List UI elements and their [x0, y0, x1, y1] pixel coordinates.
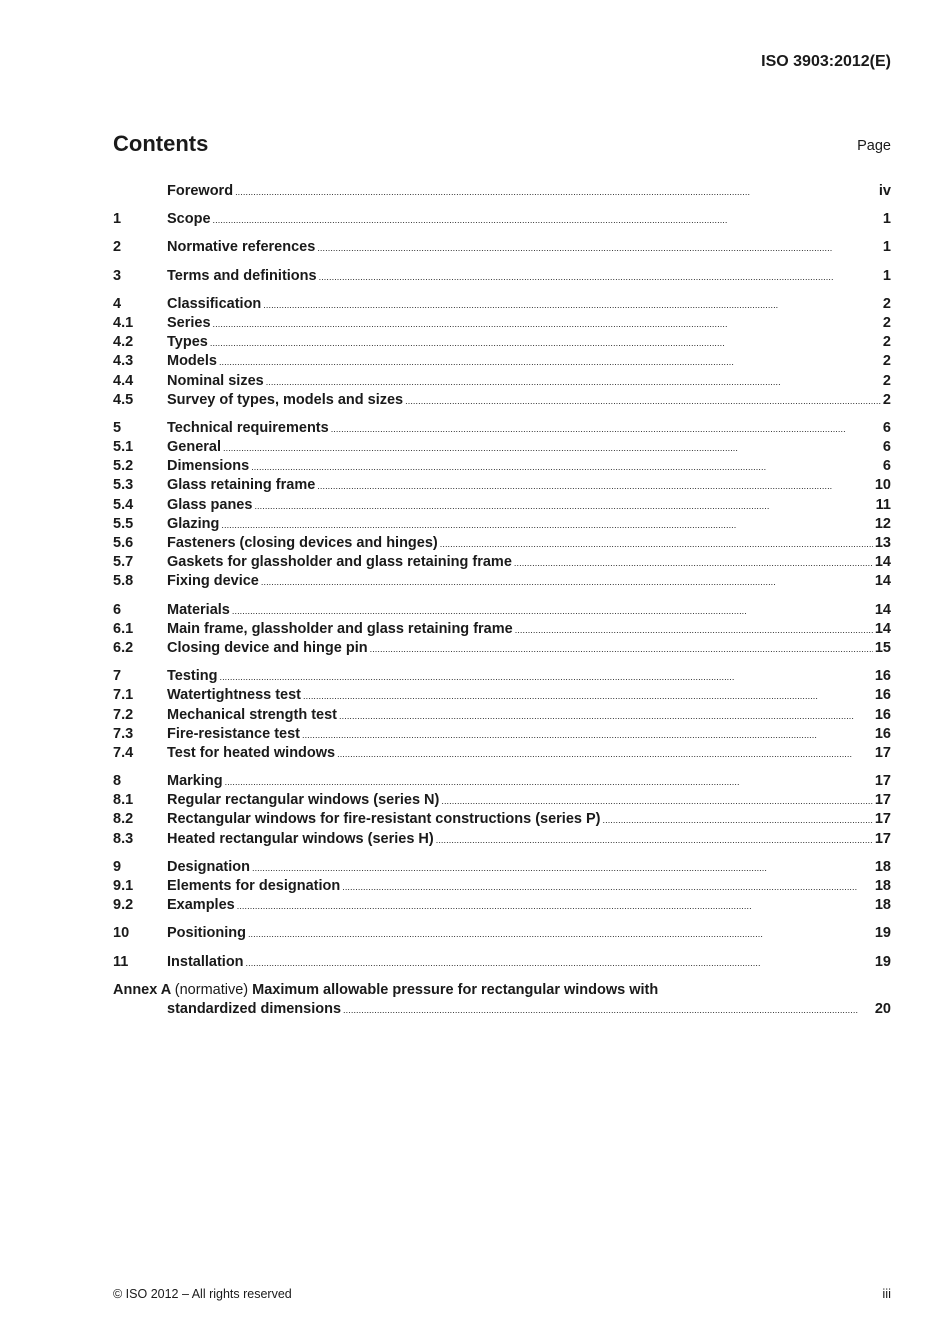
leader-dots — [339, 706, 873, 726]
toc-entry-number: 4 — [113, 295, 122, 312]
toc-group — [113, 419, 891, 592]
leader-dots — [436, 830, 873, 850]
toc-entry-page: 18 — [874, 878, 891, 894]
toc-entry[interactable] — [113, 725, 891, 744]
toc-entry-number: 10 — [113, 925, 130, 942]
toc-entry-number: 9.2 — [113, 897, 134, 914]
toc-entry-page: 17 — [874, 744, 891, 761]
toc-entry[interactable] — [113, 476, 891, 495]
toc-entry-page: 16 — [874, 706, 891, 723]
toc-entry[interactable] — [113, 534, 891, 553]
leader-dots — [317, 476, 873, 496]
toc-entry[interactable] — [113, 438, 891, 457]
toc-entry-page: 6 — [882, 439, 891, 456]
leader-dots — [266, 372, 881, 392]
toc-entry-page: 12 — [874, 515, 891, 532]
toc-entry[interactable] — [113, 791, 891, 810]
toc-entry-number: 4.4 — [113, 372, 134, 389]
toc-entry-number: 5.3 — [113, 477, 134, 494]
toc-entry-number: 11 — [113, 953, 129, 970]
leader-dots — [303, 686, 873, 706]
toc-entry[interactable] — [113, 810, 891, 829]
toc-entry-page: 11 — [875, 496, 891, 513]
toc-entry-title: Fire-resistance test — [167, 725, 300, 742]
toc-entry-title: Installation — [167, 953, 244, 970]
toc-group — [113, 858, 891, 916]
toc-entry[interactable] — [113, 924, 891, 943]
toc-entry-number: 3 — [113, 267, 122, 284]
toc-entry[interactable] — [113, 830, 891, 849]
toc-entry-title: Normative references — [167, 239, 316, 256]
document-id: ISO 3903:2012(E) — [761, 53, 891, 70]
annex-page-number: 20 — [874, 1000, 891, 1017]
annex-title-line1: Maximum allowable pressure for rectangular windows with — [252, 981, 659, 998]
toc-entry-title: Elements for designation — [167, 878, 341, 894]
toc-entry-number: 9 — [113, 858, 122, 875]
toc-entry-number: 7.2 — [113, 706, 134, 723]
leader-dots — [219, 352, 881, 372]
toc-entry-number: 8.3 — [113, 830, 134, 847]
toc-entry-title: Types — [167, 334, 208, 351]
toc-entry[interactable] — [113, 953, 891, 972]
toc-entry-number: 5.4 — [113, 496, 134, 513]
toc-entry[interactable] — [113, 515, 891, 534]
toc-entry-title: Designation — [167, 858, 250, 875]
toc-entry[interactable] — [113, 772, 891, 791]
toc-entry-title: Mechanical strength test — [167, 706, 338, 723]
toc-entry-number: 4.3 — [113, 353, 134, 370]
leader-dots — [254, 496, 873, 516]
toc-entry-page: 10 — [874, 477, 891, 494]
toc-entry-page: 2 — [882, 353, 891, 370]
toc-entry-title: Foreword — [167, 183, 234, 199]
toc-group — [113, 667, 891, 763]
toc-entry[interactable] — [113, 667, 891, 686]
toc-entry-number: 9.1 — [113, 878, 134, 894]
toc-entry-page: 14 — [874, 573, 891, 590]
toc-entry[interactable] — [113, 295, 891, 314]
leader-dots — [342, 877, 873, 897]
toc-entry-title: Glazing — [167, 515, 220, 532]
leader-dots — [210, 333, 881, 353]
toc-entry-number: 5.5 — [113, 515, 134, 532]
leader-dots — [440, 534, 873, 554]
toc-entry-number: 4.5 — [113, 391, 134, 408]
toc-entry-page: 17 — [874, 830, 891, 847]
toc-entry[interactable] — [113, 391, 891, 410]
toc-entry-number: 5.7 — [113, 554, 134, 571]
toc-entry-title: Watertightness test — [167, 687, 302, 704]
leader-dots — [441, 791, 873, 811]
toc-group — [113, 267, 891, 286]
leader-dots — [370, 639, 873, 659]
toc-entry-title: Heated rectangular windows (series H) — [167, 830, 434, 847]
toc-entry-page: 2 — [882, 334, 891, 351]
leader-dots — [515, 620, 873, 640]
annex-qualifier: (normative) — [174, 981, 249, 998]
toc-group — [113, 210, 891, 229]
toc-entry-page: iv — [878, 183, 891, 199]
toc-entry-page: 17 — [874, 773, 891, 790]
toc-entry-title: Models — [167, 353, 217, 370]
toc-entry-page: 1 — [882, 239, 891, 256]
toc-entry-page: 16 — [874, 668, 891, 685]
toc-entry[interactable] — [113, 553, 891, 572]
leader-dots — [225, 772, 873, 792]
toc-entry[interactable] — [113, 896, 891, 915]
toc-entry[interactable] — [113, 744, 891, 763]
toc-entry-page: 6 — [882, 419, 891, 436]
leader-dots — [343, 1000, 873, 1020]
toc-entry-page: 1 — [882, 211, 891, 228]
toc-entry[interactable] — [113, 238, 891, 257]
leader-dots — [603, 810, 873, 830]
footer-copyright: © ISO 2012 – All rights reserved — [113, 1287, 292, 1301]
toc-entry-page: 16 — [874, 687, 891, 704]
toc-entry-page: 17 — [874, 811, 891, 828]
annex-label: Annex A — [113, 981, 171, 998]
leader-dots — [213, 210, 881, 230]
leader-dots — [331, 419, 881, 439]
toc-entry-number: 2 — [113, 239, 122, 256]
toc-entry-title: Regular rectangular windows (series N) — [167, 792, 440, 809]
toc-entry-title: Positioning — [167, 925, 246, 942]
toc-entry-title: Closing device and hinge pin — [167, 639, 368, 656]
toc-entry[interactable] — [113, 267, 891, 286]
toc-entry-title: Fasteners (closing devices and hinges) — [167, 535, 438, 551]
toc-entry-page: 16 — [874, 725, 891, 742]
footer-page-number: iii — [882, 1286, 891, 1301]
toc-group — [113, 953, 891, 972]
toc-group — [113, 601, 891, 659]
toc-entry-page: 14 — [874, 601, 891, 618]
toc-entry-title: Terms and definitions — [167, 267, 317, 284]
toc-entry[interactable] — [113, 457, 891, 476]
toc-entry-page: 2 — [882, 391, 891, 408]
toc-entry-title: Survey of types, models and sizes — [167, 391, 404, 408]
toc-entry[interactable] — [113, 352, 891, 371]
leader-dots — [251, 457, 881, 477]
toc-entry[interactable] — [113, 620, 891, 639]
leader-dots — [261, 572, 873, 592]
leader-dots — [302, 725, 873, 745]
toc-entry-title: Series — [167, 314, 211, 331]
toc-entry[interactable] — [113, 601, 891, 620]
toc-entry-number: 4.2 — [113, 334, 134, 351]
toc-group — [113, 295, 891, 410]
toc-entry-page: 2 — [882, 314, 891, 331]
toc-entry[interactable] — [113, 877, 891, 896]
toc-entry-number: 8.2 — [113, 811, 134, 828]
page-column-label: Page — [857, 138, 891, 154]
toc-entry-page: 6 — [882, 458, 891, 475]
toc-entry-page: 15 — [874, 639, 891, 656]
toc-entry-page: 14 — [874, 554, 891, 571]
toc-entry-page: 2 — [882, 295, 891, 312]
toc-entry-number: 7.4 — [113, 744, 134, 761]
leader-dots — [237, 896, 873, 916]
leader-dots — [405, 391, 881, 411]
leader-dots — [221, 515, 872, 535]
toc-entry[interactable] — [113, 686, 891, 705]
toc-entry-title: Technical requirements — [167, 419, 329, 436]
leader-dots — [514, 553, 873, 573]
toc-entry-number: 7.1 — [113, 687, 134, 704]
toc-entry-number: 5 — [113, 419, 122, 436]
toc-entry-title: Gaskets for glassholder and glass retaining frame — [167, 554, 512, 571]
toc-entry[interactable] — [113, 706, 891, 725]
toc-entry-page: 19 — [874, 925, 891, 942]
toc-entry-page: 18 — [874, 897, 891, 914]
toc-entry-page: 13 — [874, 535, 891, 551]
toc-annex-entry[interactable] — [113, 981, 891, 1019]
leader-dots — [223, 438, 881, 458]
toc-entry-title: Glass panes — [167, 496, 253, 513]
leader-dots — [248, 924, 873, 944]
leader-dots — [246, 953, 873, 973]
toc-entry-page: 18 — [874, 858, 891, 875]
toc-entry-number: 8.1 — [113, 792, 134, 809]
page-title: Contents — [113, 131, 209, 156]
toc-entry-number: 6.2 — [113, 639, 134, 656]
table-of-contents — [113, 182, 891, 1019]
toc-group — [113, 772, 891, 849]
toc-entry[interactable] — [113, 496, 891, 515]
toc-entry-title: Glass retaining frame — [167, 477, 316, 494]
toc-entry-title: Examples — [167, 897, 235, 914]
toc-entry-number: 7.3 — [113, 725, 134, 742]
toc-entry-number: 1 — [113, 211, 122, 228]
toc-entry-number: 6.1 — [113, 620, 134, 637]
toc-entry[interactable] — [113, 419, 891, 438]
toc-entry-number: 5.1 — [113, 439, 134, 456]
toc-group — [113, 924, 891, 943]
leader-dots — [252, 858, 873, 878]
toc-entry-page: 14 — [874, 620, 891, 637]
toc-entry-title: Rectangular windows for fire-resistant constructions (series P) — [167, 811, 601, 828]
toc-entry-number: 5.6 — [113, 535, 134, 551]
toc-entry[interactable] — [113, 639, 891, 658]
toc-entry-title: Nominal sizes — [167, 372, 264, 389]
toc-entry-number: 6 — [113, 601, 122, 618]
toc-entry-title: Fixing device — [167, 573, 259, 590]
toc-group — [113, 238, 891, 257]
leader-dots — [232, 601, 873, 621]
toc-entry-title: General — [167, 439, 221, 456]
toc-entry-page: 17 — [874, 792, 891, 809]
leader-dots — [263, 295, 881, 315]
toc-entry[interactable] — [113, 314, 891, 333]
toc-entry[interactable] — [113, 858, 891, 877]
toc-entry-title: Materials — [167, 601, 230, 618]
toc-entry-number: 5.2 — [113, 458, 134, 475]
toc-entry-number: 4.1 — [113, 314, 134, 331]
toc-entry-title: Scope — [167, 211, 211, 228]
leader-dots — [319, 267, 881, 287]
toc-entry[interactable] — [113, 210, 891, 229]
toc-entry-title: Classification — [167, 295, 262, 312]
toc-entry-number: 7 — [113, 668, 122, 685]
leader-dots — [317, 238, 881, 258]
leader-dots — [219, 667, 872, 687]
toc-entry-page: 19 — [874, 953, 891, 970]
toc-group — [113, 182, 891, 201]
leader-dots — [213, 314, 881, 334]
toc-entry-page: 2 — [882, 372, 891, 389]
toc-entry-title: Testing — [167, 668, 218, 685]
leader-dots — [235, 182, 877, 202]
toc-entry-title: Main frame, glassholder and glass retaining frame — [167, 620, 513, 637]
toc-entry[interactable] — [113, 572, 891, 591]
toc-entry[interactable] — [113, 333, 891, 352]
toc-entry[interactable] — [113, 372, 891, 391]
annex-title-line2: standardized dimensions — [167, 1000, 342, 1017]
leader-dots — [337, 744, 873, 764]
toc-entry-number: 8 — [113, 773, 122, 790]
toc-entry-title: Dimensions — [167, 458, 250, 475]
toc-entry-page: 1 — [882, 267, 891, 284]
toc-entry-title: Marking — [167, 773, 223, 790]
toc-entry[interactable] — [113, 182, 891, 201]
toc-entry-title: Test for heated windows — [167, 744, 336, 761]
toc-entry-number: 5.8 — [113, 573, 134, 590]
